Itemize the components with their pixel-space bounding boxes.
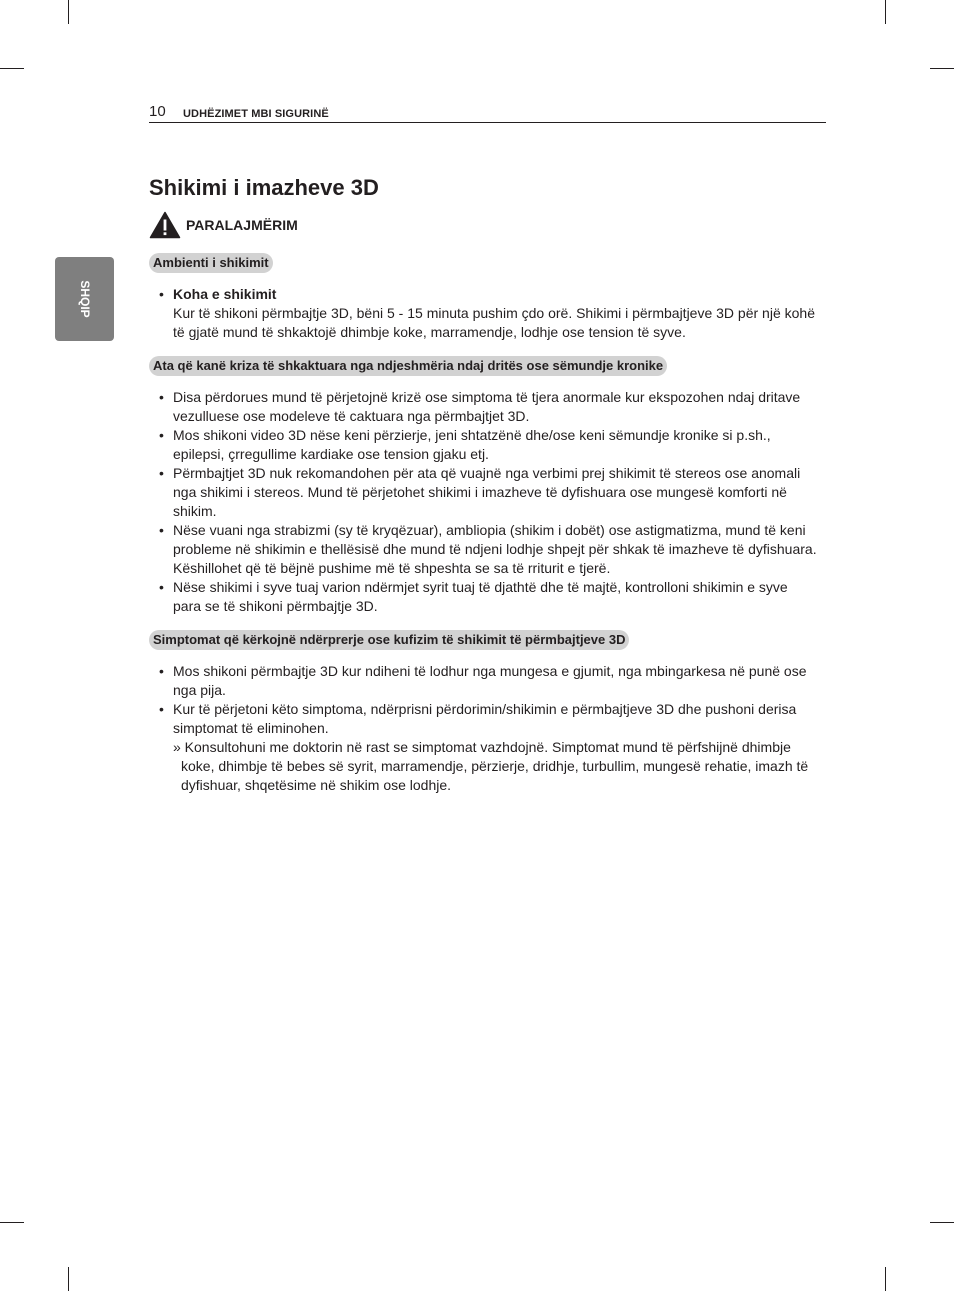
bullet-icon: • <box>159 663 164 679</box>
section-heading-viewing-environment: Ambienti i shikimit <box>149 253 273 273</box>
crop-mark <box>885 0 886 24</box>
bullet-icon: • <box>159 579 164 595</box>
bullet-icon: • <box>159 701 164 717</box>
list-item-text: Nëse vuani nga strabizmi (sy të kryqëzuar), ambliopia (shikim i dobët) ose astigmatizma, mund të keni probleme në shikimin e thellësisë dhe mund të ndjeni lodhje shpejt për shkak të imazheve të dyfishuara. Këshillohet që të bëjnë pushime më të shpeshta se sa të rriturit e tjerë. <box>173 522 817 576</box>
list-item-title: Koha e shikimit <box>173 286 277 302</box>
list-item <box>159 578 819 616</box>
list-item <box>159 285 819 342</box>
list-item <box>159 464 819 521</box>
list-item <box>159 388 819 426</box>
crop-mark <box>0 1222 24 1223</box>
warning-triangle-icon <box>149 211 181 239</box>
section-heading-photosensitivity: Ata që kanë kriza të shkaktuara nga ndjeshmëria ndaj dritës ose sëmundje kronike <box>149 356 667 376</box>
crop-mark <box>930 68 954 69</box>
section-list-photosensitivity <box>159 388 819 616</box>
list-item-text: Disa përdorues mund të përjetojnë krizë ose simptoma të tjera anormale kur ekspozohen ndaj dritave vezulluese ose modeleve të caktuara nga përmbajtjet 3D. <box>173 389 801 424</box>
list-item <box>159 521 819 578</box>
page-header <box>149 103 826 123</box>
bullet-icon: • <box>159 522 164 538</box>
list-item <box>159 426 819 464</box>
crop-mark <box>0 68 24 69</box>
warning-label: PARALAJMËRIM <box>186 217 298 233</box>
sub-note: » Konsultohuni me doktorin në rast se simptomat vazhdojnë. Simptomat mund të përfshijnë dhimbje koke, dhimbje të bebes së syrit, marramendje, përzierje, dridhje, turbullim, mungesë rehatie, imazh të dyfishuar, shqetësime në shikim ose lodhje. <box>173 739 809 793</box>
page-title: Shikimi i imazheve 3D <box>149 175 379 200</box>
page-number: 10 <box>149 103 166 120</box>
language-side-tab-label: SHQIP <box>77 280 92 318</box>
running-head: UDHËZIMET MBI SIGURINË <box>183 108 329 120</box>
list-item-text: Nëse shikimi i syve tuaj varion ndërmjet syrit tuaj të djathtë dhe të majtë, kontrolloni shikimin e syve para se të shikoni përmbajtje 3D. <box>173 579 788 614</box>
crop-mark <box>930 1222 954 1223</box>
list-item-text: Kur të përjetoni këto simptoma, ndërprisni përdorimin/shikimin e përmbajtjeve 3D dhe pushoni derisa simptomat të eliminohen. <box>173 701 797 736</box>
section-list-symptoms <box>159 662 819 795</box>
section-heading-symptoms: Simptomat që kërkojnë ndërprerje ose kufizim të shikimit të përmbajtjeve 3D <box>149 630 629 650</box>
bullet-icon: • <box>159 465 164 481</box>
bullet-icon: • <box>159 286 164 302</box>
list-item <box>159 700 819 795</box>
language-side-tab <box>55 257 114 341</box>
list-item-text: Përmbajtjet 3D nuk rekomandohen për ata që vuajnë nga verbimi prej shikimit të stereos ose anomali nga shikimi i stereos. Mund të përjetohet shikimi i imazheve të dyfishuara ose mungesë komforti në shikim. <box>173 465 801 519</box>
list-item-text: Kur të shikoni përmbajtje 3D, bëni 5 - 15 minuta pushim çdo orë. Shikimi i përmbajtjeve 3D për një kohë të gjatë mund të shkaktojë dhimbje koke, marramendje, lodhje ose tension të syve. <box>173 305 815 340</box>
section-list-viewing-environment <box>159 285 819 342</box>
crop-mark <box>68 0 69 24</box>
crop-mark <box>885 1267 886 1291</box>
list-item <box>159 662 819 700</box>
list-item-text: Mos shikoni përmbajtje 3D kur ndiheni të lodhur nga mungesa e gjumit, nga mbingarkesa në punë ose nga pija. <box>173 663 807 698</box>
list-item-text: Mos shikoni video 3D nëse keni përzierje, jeni shtatzënë dhe/ose keni sëmundje kronike si p.sh., epilepsi, çrregullime kardiake ose tension gjaku etj. <box>173 427 771 462</box>
bullet-icon: • <box>159 427 164 443</box>
bullet-icon: • <box>159 389 164 405</box>
crop-mark <box>68 1267 69 1291</box>
